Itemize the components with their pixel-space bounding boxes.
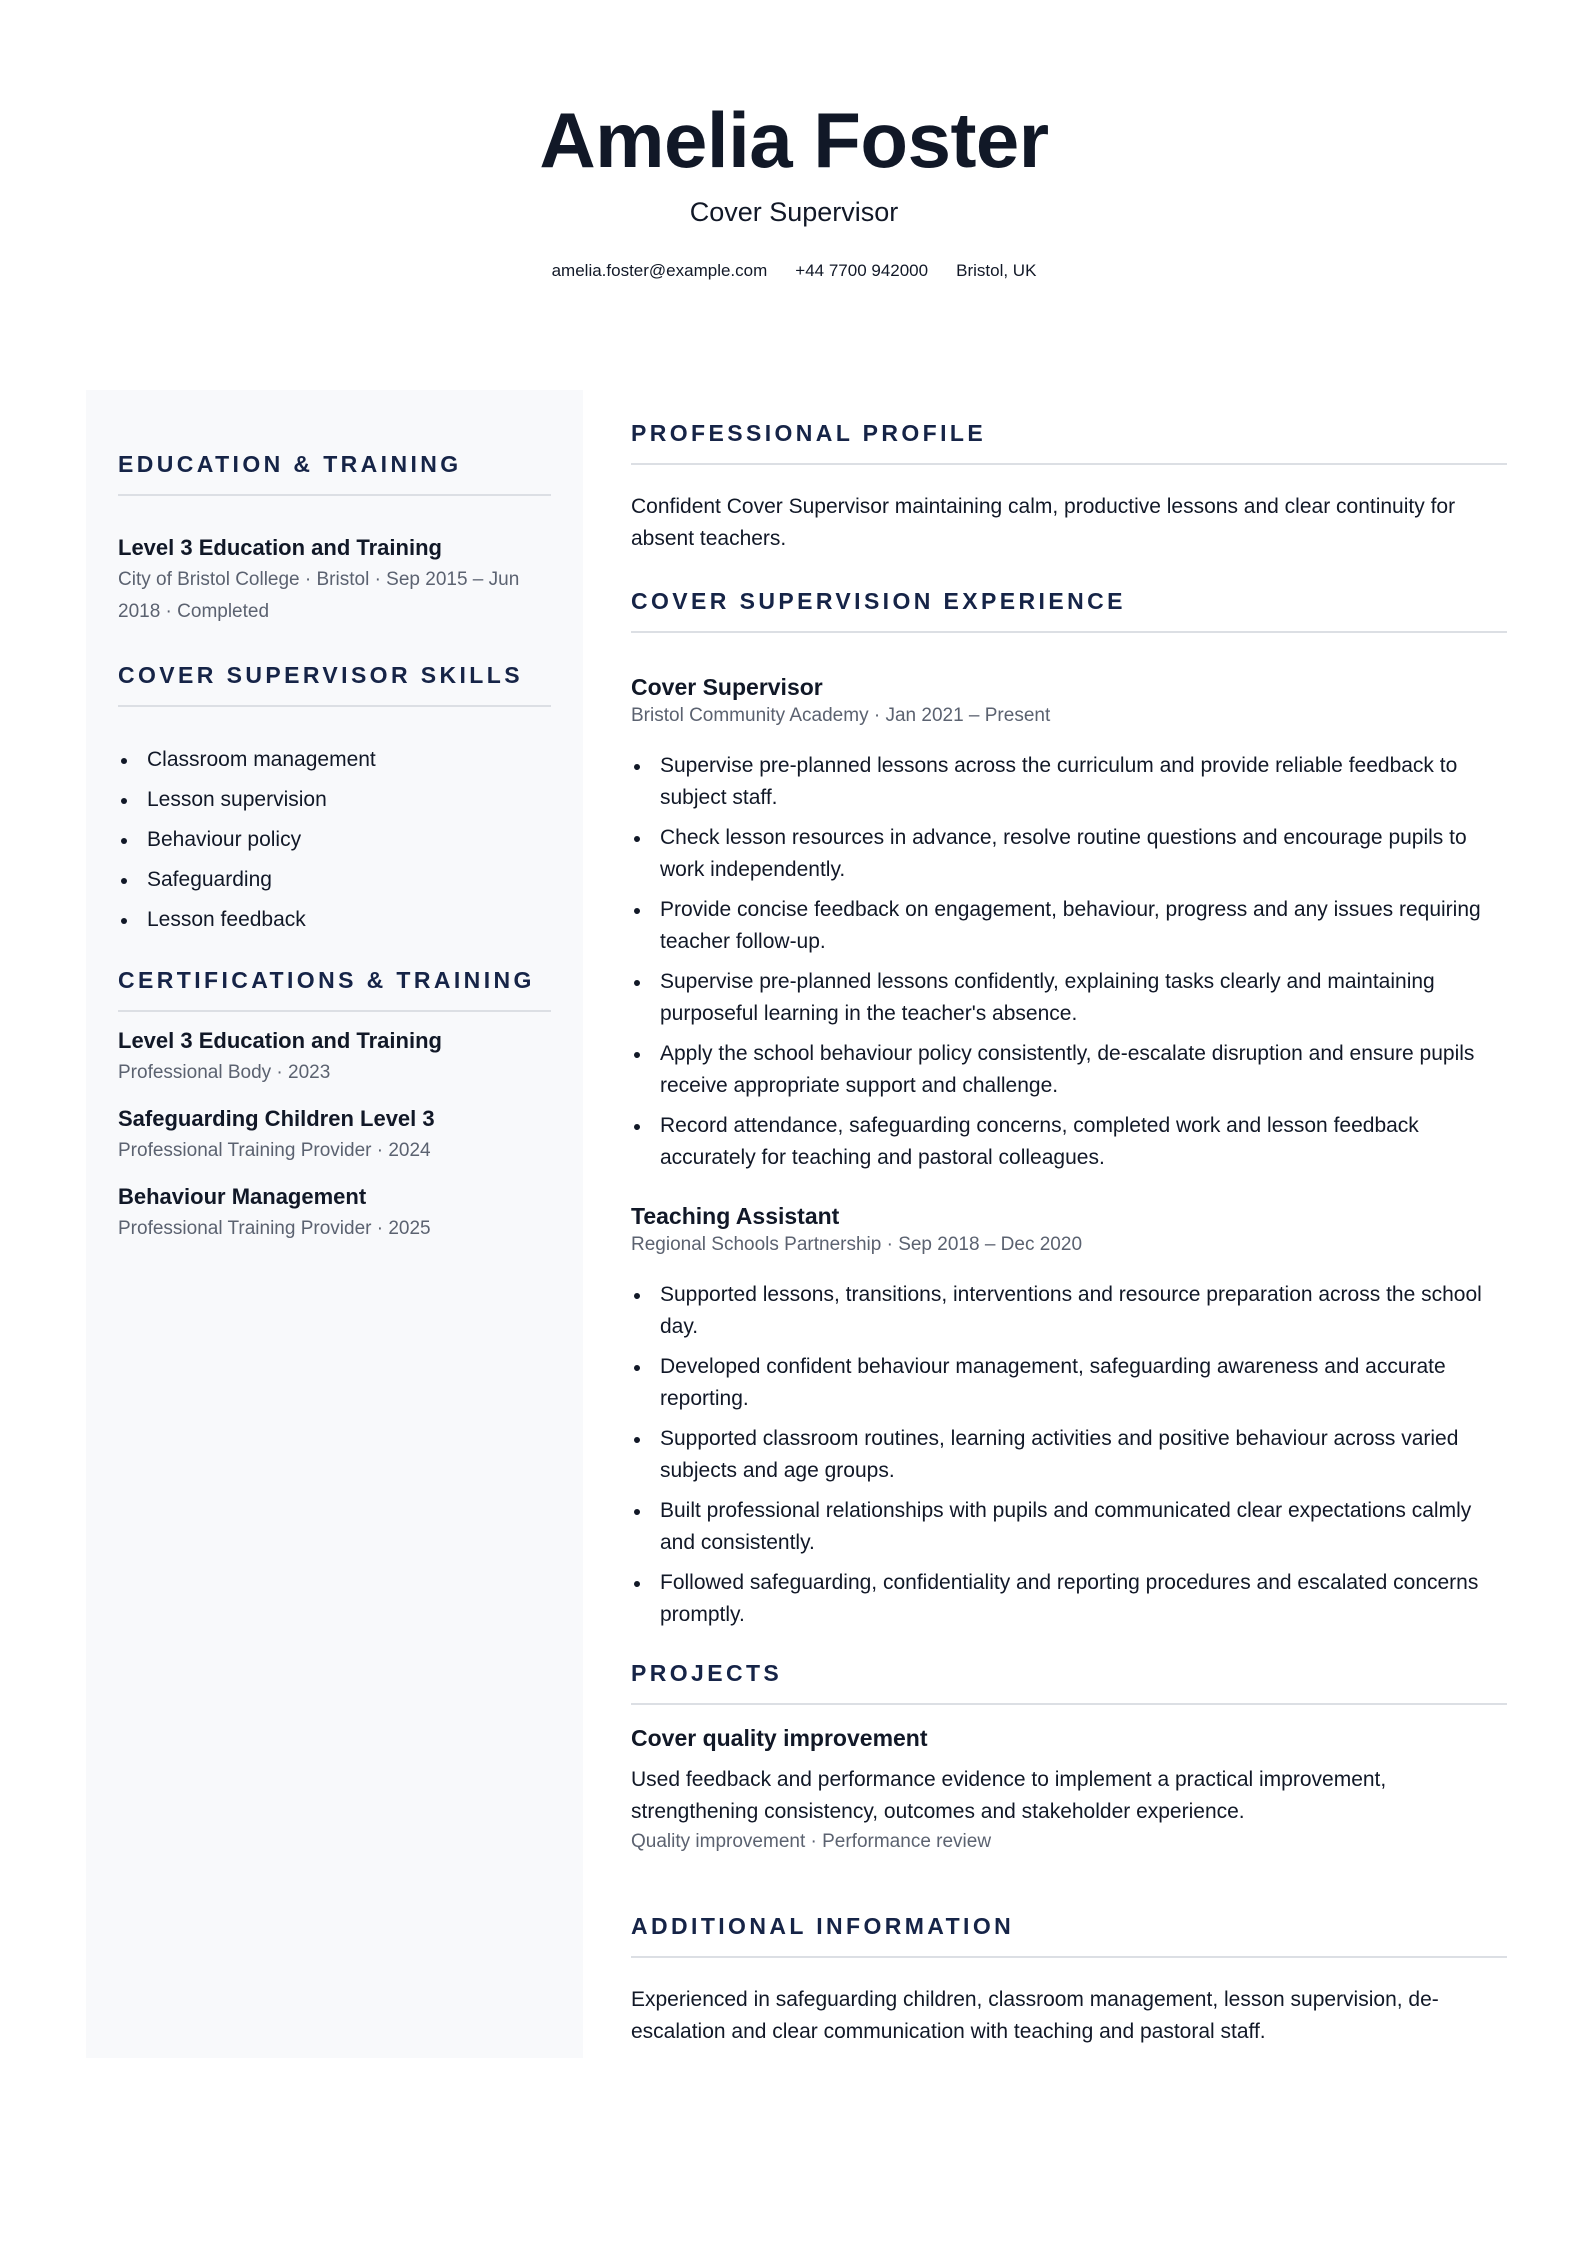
job-bullets bbox=[631, 750, 1507, 1182]
job-title: Teaching Assistant bbox=[631, 1203, 840, 1229]
job-bullet: Developed confident behaviour management, safeguarding awareness and accurate reporting. bbox=[631, 1351, 1507, 1415]
project-title: Cover quality improvement bbox=[631, 1725, 928, 1751]
section-rule bbox=[631, 631, 1507, 633]
section-rule bbox=[631, 1703, 1507, 1705]
job-bullet: Record attendance, safeguarding concerns, completed work and lesson feedback accurately for teaching and pastoral colleagues. bbox=[631, 1110, 1507, 1174]
section-rule bbox=[631, 463, 1507, 465]
certification-meta: Professional Training Provider · 2024 bbox=[118, 1140, 431, 1161]
certification-title: Level 3 Education and Training bbox=[118, 1028, 442, 1053]
job-meta: Regional Schools Partnership · Sep 2018 – Dec 2020 bbox=[631, 1234, 1083, 1255]
contact-location: Bristol, UK bbox=[956, 261, 1037, 280]
section-title-projects: PROJECTS bbox=[631, 1660, 783, 1686]
contact-line bbox=[0, 258, 1588, 284]
job-bullet: Provide concise feedback on engagement, behaviour, progress and any issues requiring teacher follow-up. bbox=[631, 894, 1507, 958]
education-meta: City of Bristol College · Bristol · Sep 2015 – Jun 2018 · Completed bbox=[118, 569, 520, 622]
job-title: Cover Supervisor bbox=[631, 674, 823, 700]
section-title-additional: ADDITIONAL INFORMATION bbox=[631, 1913, 1015, 1939]
section-rule bbox=[118, 1010, 551, 1012]
contact-email[interactable]: amelia.foster@example.com bbox=[551, 261, 768, 280]
certification-meta: Professional Body · 2023 bbox=[118, 1062, 331, 1083]
job-bullet: Built professional relationships with pupils and communicated clear expectations calmly and consistently. bbox=[631, 1495, 1507, 1559]
job-bullet: Apply the school behaviour policy consistently, de-escalate disruption and ensure pupils receive appropriate support and challenge. bbox=[631, 1038, 1507, 1102]
project-text: Used feedback and performance evidence to implement a practical improvement, strengthening consistency, outcomes and stakeholder experience. bbox=[631, 1768, 1387, 1823]
candidate-name: Amelia Foster bbox=[539, 96, 1049, 184]
section-title-profile: PROFESSIONAL PROFILE bbox=[631, 420, 987, 446]
skill-item: Lesson supervision bbox=[118, 784, 551, 816]
job-bullet: Supported lessons, transitions, interventions and resource preparation across the school day. bbox=[631, 1279, 1507, 1343]
certification-meta: Professional Training Provider · 2025 bbox=[118, 1218, 431, 1239]
project-tags: Quality improvement · Performance review bbox=[631, 1831, 992, 1852]
certification-title: Behaviour Management bbox=[118, 1184, 367, 1209]
job-bullet: Check lesson resources in advance, resolve routine questions and encourage pupils to work independently. bbox=[631, 822, 1507, 886]
additional-text: Experienced in safeguarding children, classroom management, lesson supervision, de-escalation and clear communication with teaching and pastoral staff. bbox=[631, 1988, 1439, 2043]
certification-title: Safeguarding Children Level 3 bbox=[118, 1106, 435, 1131]
contact-phone[interactable]: +44 7700 942000 bbox=[795, 261, 929, 280]
skill-item: Classroom management bbox=[118, 744, 551, 776]
section-title-experience: COVER SUPERVISION EXPERIENCE bbox=[631, 588, 1126, 614]
job-bullet: Supervise pre-planned lessons across the curriculum and provide reliable feedback to subject staff. bbox=[631, 750, 1507, 814]
job-meta: Bristol Community Academy · Jan 2021 – Present bbox=[631, 705, 1051, 726]
profile-text: Confident Cover Supervisor maintaining calm, productive lessons and clear continuity for absent teachers. bbox=[631, 495, 1456, 550]
section-rule bbox=[631, 1956, 1507, 1958]
section-rule bbox=[118, 494, 551, 496]
candidate-role: Cover Supervisor bbox=[689, 197, 899, 227]
skill-item: Behaviour policy bbox=[118, 824, 551, 856]
skill-item: Safeguarding bbox=[118, 864, 551, 896]
job-bullets bbox=[631, 1279, 1507, 1639]
section-rule bbox=[118, 705, 551, 707]
job-bullet: Supervise pre-planned lessons confidently, explaining tasks clearly and maintaining purposeful learning in the teacher's absence. bbox=[631, 966, 1507, 1030]
education-title: Level 3 Education and Training bbox=[118, 535, 442, 560]
sidebar bbox=[86, 390, 583, 2058]
section-title-certifications: CERTIFICATIONS & TRAINING bbox=[118, 967, 535, 993]
job-bullet: Followed safeguarding, confidentiality and reporting procedures and escalated concerns promptly. bbox=[631, 1567, 1507, 1631]
section-title-skills: COVER SUPERVISOR SKILLS bbox=[118, 662, 523, 688]
skill-item: Lesson feedback bbox=[118, 904, 551, 936]
section-title-education: EDUCATION & TRAINING bbox=[118, 451, 462, 477]
skills-list bbox=[118, 744, 551, 936]
job-bullet: Supported classroom routines, learning activities and positive behaviour across varied subjects and age groups. bbox=[631, 1423, 1507, 1487]
